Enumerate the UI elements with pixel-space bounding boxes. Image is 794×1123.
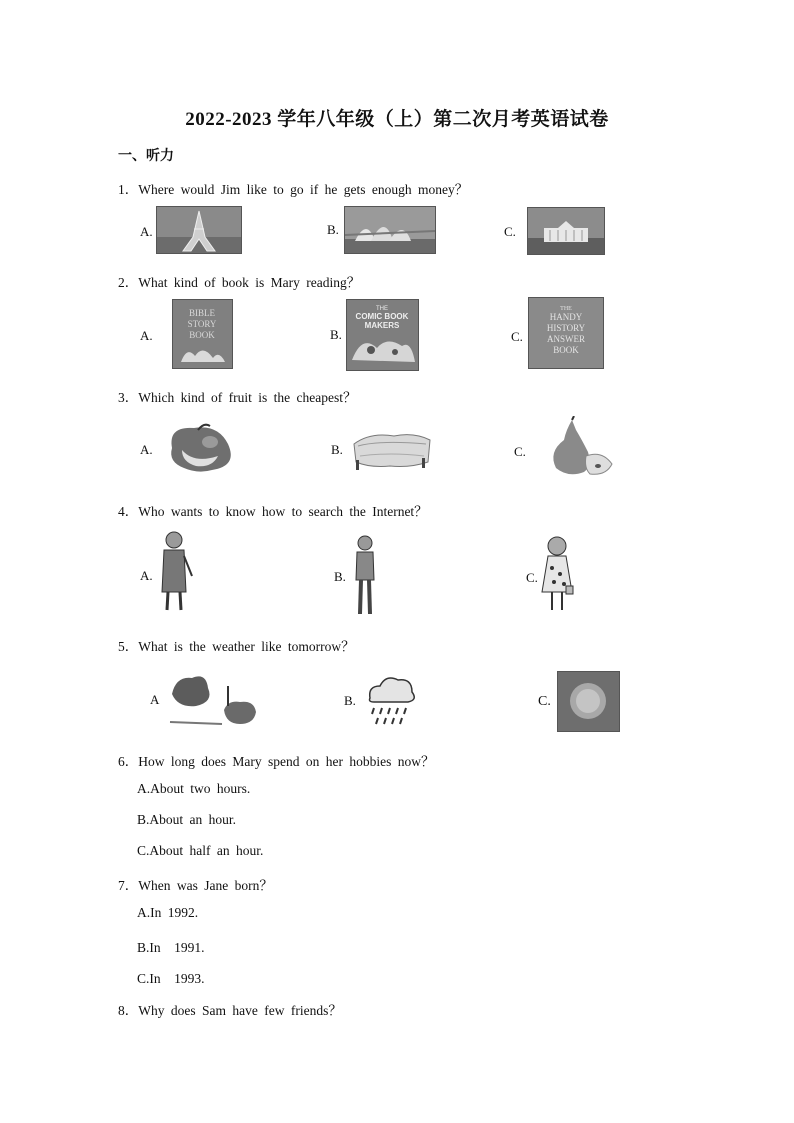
question-text: Where would Jim like to go if he gets enough money？ bbox=[138, 182, 469, 197]
page-title: 2022-2023 学年八年级（上）第二次月考英语试卷 bbox=[185, 109, 609, 130]
option-label: B. bbox=[327, 222, 339, 237]
svg-text:STORY: STORY bbox=[187, 319, 217, 329]
question-number: 5． bbox=[118, 639, 139, 654]
option-label: A bbox=[150, 692, 160, 707]
windy-weather-picture bbox=[166, 666, 262, 728]
option-label: C. bbox=[511, 329, 523, 344]
option-label: A. bbox=[140, 568, 153, 583]
option-c: C.In 1993. bbox=[137, 971, 205, 986]
question-text: Why does Sam have few friends？ bbox=[138, 1003, 342, 1018]
option-label: A. bbox=[140, 224, 153, 239]
option-a: A.In 1992. bbox=[137, 905, 199, 920]
question-4 bbox=[118, 500, 428, 520]
svg-text:THE: THE bbox=[376, 306, 388, 312]
option-label: C. bbox=[514, 444, 526, 459]
option-label: C. bbox=[504, 224, 516, 239]
apple-picture bbox=[158, 420, 242, 474]
question-number: 6． bbox=[118, 754, 139, 769]
question-6 bbox=[118, 750, 434, 770]
question-3 bbox=[118, 386, 356, 406]
comic-book-cover bbox=[346, 299, 419, 371]
svg-text:ANSWER: ANSWER bbox=[547, 334, 585, 344]
option-b: B.About an hour. bbox=[137, 812, 236, 827]
svg-text:COMIC BOOK: COMIC BOOK bbox=[355, 312, 409, 321]
girl-picture bbox=[540, 534, 574, 614]
svg-text:HISTORY: HISTORY bbox=[546, 323, 586, 333]
option-label: C. bbox=[526, 570, 538, 585]
question-text: How long does Mary spend on her hobbies now？ bbox=[138, 754, 435, 769]
sunny-weather-photo bbox=[557, 671, 620, 732]
question-number: 8． bbox=[118, 1003, 139, 1018]
question-number: 4． bbox=[118, 504, 139, 519]
svg-text:HANDY: HANDY bbox=[549, 312, 583, 322]
eiffel-tower-photo bbox=[156, 206, 242, 254]
option-label: B. bbox=[344, 693, 356, 708]
option-label: B. bbox=[331, 442, 343, 457]
banana-picture bbox=[350, 422, 432, 472]
sydney-opera-house-photo bbox=[344, 206, 436, 254]
man-picture bbox=[350, 534, 380, 616]
question-text: What is the weather like tomorrow？ bbox=[138, 639, 355, 654]
question-8 bbox=[118, 999, 342, 1019]
section-heading: 一、听力 bbox=[118, 149, 174, 164]
pear-picture bbox=[542, 416, 614, 478]
option-label: A. bbox=[140, 328, 153, 343]
white-house-photo bbox=[527, 207, 605, 255]
old-woman-picture bbox=[154, 530, 194, 614]
option-b: B.In 1991. bbox=[137, 940, 205, 955]
question-5 bbox=[118, 635, 355, 655]
svg-text:BIBLE: BIBLE bbox=[189, 308, 215, 318]
option-label: B. bbox=[330, 327, 342, 342]
svg-text:THE: THE bbox=[560, 306, 572, 312]
question-text: What kind of book is Mary reading？ bbox=[138, 275, 361, 290]
option-label: C. bbox=[538, 694, 551, 709]
option-label: A. bbox=[140, 442, 153, 457]
question-2 bbox=[118, 271, 360, 291]
question-text: When was Jane born？ bbox=[138, 878, 273, 893]
svg-text:MAKERS: MAKERS bbox=[364, 321, 400, 330]
rainy-weather-picture bbox=[364, 672, 418, 726]
history-book-cover bbox=[528, 297, 604, 369]
svg-text:BOOK: BOOK bbox=[189, 330, 215, 340]
question-text: Who wants to know how to search the Internet？ bbox=[138, 504, 428, 519]
question-number: 7． bbox=[118, 878, 139, 893]
option-a: A.About two hours. bbox=[137, 781, 251, 796]
question-number: 3． bbox=[118, 390, 139, 405]
question-text: Which kind of fruit is the cheapest？ bbox=[138, 390, 357, 405]
question-1 bbox=[118, 178, 468, 198]
question-number: 1． bbox=[118, 182, 139, 197]
bible-story-book-cover bbox=[172, 299, 233, 369]
question-7 bbox=[118, 874, 273, 894]
svg-text:BOOK: BOOK bbox=[553, 345, 579, 355]
option-label: B. bbox=[334, 569, 346, 584]
question-number: 2． bbox=[118, 275, 139, 290]
option-c: C.About half an hour. bbox=[137, 843, 264, 858]
